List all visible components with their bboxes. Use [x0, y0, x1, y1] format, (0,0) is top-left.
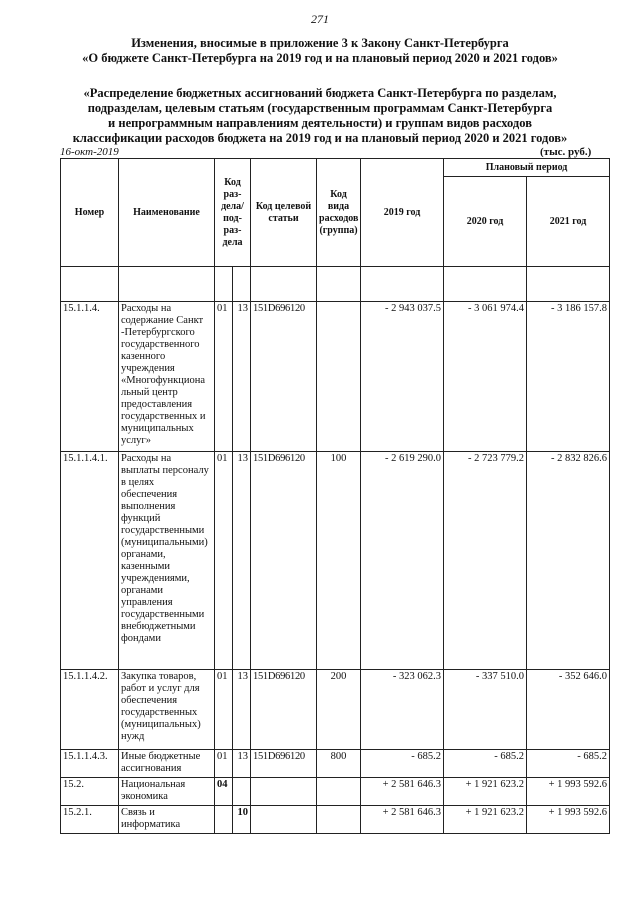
units-label: (тыс. руб.)	[540, 146, 592, 158]
title-line: «О бюджете Санкт-Петербурга на 2019 год и на плановый период 2020 и 2021 годов»	[82, 51, 558, 65]
row-name: Расходы на содержание Санкт -Петербургского государственного казенного учреждения «Многофункциона льный центр предоставления государственных и муниципальных услуг»	[119, 302, 215, 452]
row-expense-type: 200	[317, 670, 361, 750]
row-2021: + 1 993 592.6	[527, 778, 610, 806]
header-name: Наименование	[119, 159, 215, 267]
row-target	[251, 806, 317, 834]
row-name: Закупка товаров, работ и услуг для обеспечения государственных (муниципальных) нужд	[119, 670, 215, 750]
row-name: Национальная экономика	[119, 778, 215, 806]
row-section: 01	[215, 452, 233, 670]
document-title	[20, 36, 620, 66]
row-expense-type	[317, 302, 361, 452]
header-2019: 2019 год	[361, 159, 444, 267]
row-2020: + 1 921 623.2	[444, 806, 527, 834]
row-target: 151D696120	[251, 302, 317, 452]
table-row	[61, 778, 610, 806]
row-subsection: 10	[233, 806, 251, 834]
row-2021: - 685.2	[527, 750, 610, 778]
row-number: 15.2.	[61, 778, 119, 806]
document-subtitle	[20, 86, 620, 146]
subtitle-line: подразделам, целевым статьям (государственным программам Санкт-Петербурга	[87, 101, 553, 115]
row-expense-type: 800	[317, 750, 361, 778]
row-number: 15.1.1.4.	[61, 302, 119, 452]
table-row	[61, 750, 610, 778]
row-target	[251, 778, 317, 806]
header-planned: Плановый период	[444, 159, 610, 177]
row-2019: - 2 619 290.0	[361, 452, 444, 670]
row-target: 151D696120	[251, 452, 317, 670]
subtitle-line: и непрограммным направлениям деятельности) и группам видов расходов	[108, 116, 532, 130]
row-2021: - 3 186 157.8	[527, 302, 610, 452]
row-2021: + 1 993 592.6	[527, 806, 610, 834]
row-number: 15.2.1.	[61, 806, 119, 834]
row-2020: + 1 921 623.2	[444, 778, 527, 806]
row-section: 01	[215, 302, 233, 452]
row-subsection: 13	[233, 670, 251, 750]
document-date: 16-окт-2019	[60, 146, 119, 158]
row-2020: - 685.2	[444, 750, 527, 778]
row-name: Связь и информатика	[119, 806, 215, 834]
title-line: Изменения, вносимые в приложение 3 к Закону Санкт-Петербурга	[131, 36, 509, 50]
table-row	[61, 452, 610, 670]
row-2021: - 2 832 826.6	[527, 452, 610, 670]
row-2019: + 2 581 646.3	[361, 778, 444, 806]
table-row	[61, 302, 610, 452]
row-section: 04	[215, 778, 233, 806]
row-2021: - 352 646.0	[527, 670, 610, 750]
row-target: 151D696120	[251, 750, 317, 778]
subtitle-line: «Распределение бюджетных ассигнований бюджета Санкт-Петербурга по разделам,	[83, 86, 557, 100]
row-subsection: 13	[233, 750, 251, 778]
row-subsection: 13	[233, 452, 251, 670]
spacer-row	[61, 267, 610, 302]
row-expense-type	[317, 806, 361, 834]
row-2019: + 2 581 646.3	[361, 806, 444, 834]
row-2020: - 337 510.0	[444, 670, 527, 750]
row-number: 15.1.1.4.1.	[61, 452, 119, 670]
row-section: 01	[215, 750, 233, 778]
row-2019: - 685.2	[361, 750, 444, 778]
row-2019: - 323 062.3	[361, 670, 444, 750]
row-section	[215, 806, 233, 834]
page-number: 271	[311, 12, 329, 26]
header-target: Код целевой статьи	[251, 159, 317, 267]
row-subsection: 13	[233, 302, 251, 452]
header-section: Код раз- дела/ под- раз- дела	[215, 159, 251, 267]
row-name: Иные бюджетные ассигнования	[119, 750, 215, 778]
row-expense-type	[317, 778, 361, 806]
header-2021: 2021 год	[527, 177, 610, 267]
row-2020: - 3 061 974.4	[444, 302, 527, 452]
row-section: 01	[215, 670, 233, 750]
row-subsection	[233, 778, 251, 806]
row-target: 151D696120	[251, 670, 317, 750]
budget-table	[60, 158, 610, 834]
header-2020: 2020 год	[444, 177, 527, 267]
row-number: 15.1.1.4.2.	[61, 670, 119, 750]
table-row	[61, 670, 610, 750]
row-number: 15.1.1.4.3.	[61, 750, 119, 778]
row-2020: - 2 723 779.2	[444, 452, 527, 670]
subtitle-line: классификации расходов бюджета на 2019 год и на плановый период 2020 и 2021 годов»	[72, 131, 568, 145]
table-row	[61, 806, 610, 834]
row-2019: - 2 943 037.5	[361, 302, 444, 452]
row-name: Расходы на выплаты персоналу в целях обеспечения выполнения функций государственными (муниципальными) органами, казенными учреждениями, органами управления государственными внебюджетными фондами	[119, 452, 215, 670]
row-expense-type: 100	[317, 452, 361, 670]
header-expense-type: Код вида расходов (группа)	[317, 159, 361, 267]
header-number: Номер	[61, 159, 119, 267]
